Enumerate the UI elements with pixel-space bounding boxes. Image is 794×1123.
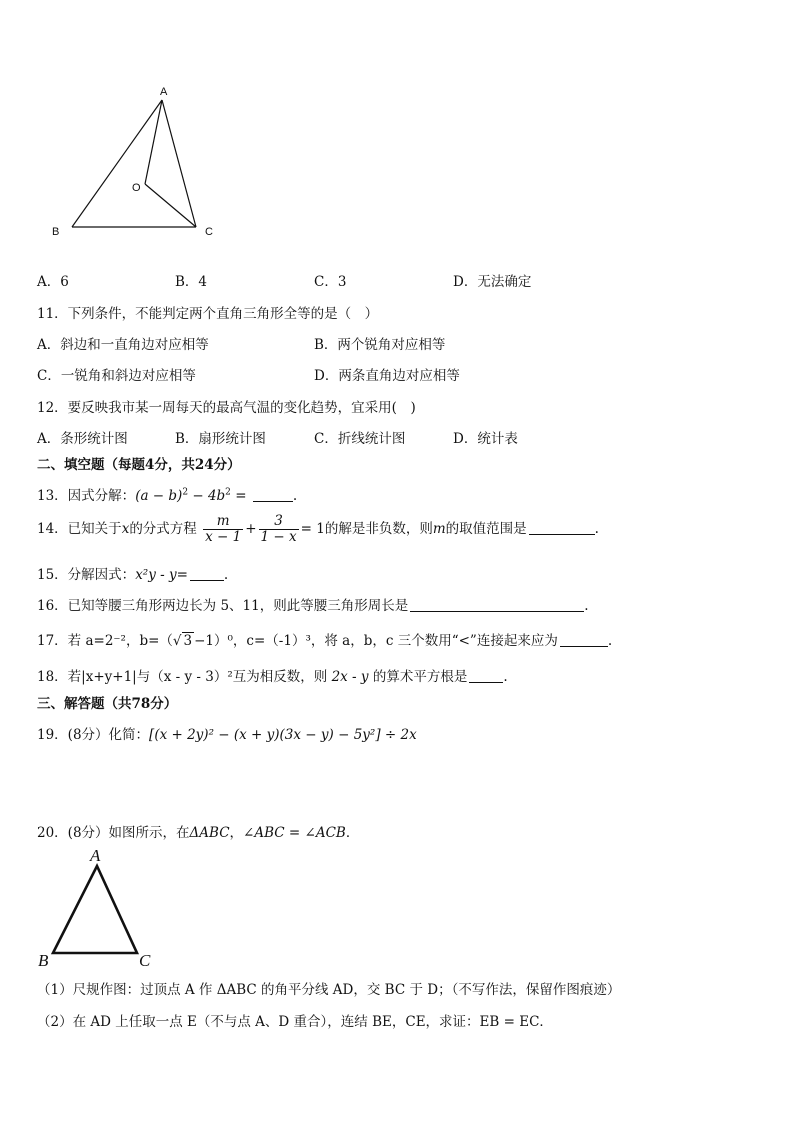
q19-expr: [(x + 2y)² − (x + y)(3x − y) − 5y²] ÷ 2x [149,727,417,743]
q11-stem: 11．下列条件，不能判定两个直角三角形全等的是（ ） [37,306,379,322]
q12-option-d: D．统计表 [453,431,518,447]
q14-suffix: 的解是非负数，则 [324,521,433,537]
q15-prefix: 15．分解因式： [37,567,136,583]
q20-part1: （1）尺规作图：过顶点 A 作 ΔABC 的角平分线 AD，交 BC 于 D；（不写作法，保留作图痕迹） [37,982,621,998]
q10-option-c: C．3 [314,274,347,290]
q18-prefix: 18．若|x+y+1|与（x - y - 3）²互为相反数，则 [37,669,332,685]
q15-expr: x²y - y= [135,567,188,583]
q20-angles: ∠ABC = ∠ACB [243,825,346,841]
q12-stem: 12．要反映我市某一周每天的最高气温的变化趋势，宜采用( ) [37,400,416,416]
q10-option-a: A．6 [37,274,69,290]
q15-end: . [223,567,229,583]
fig2-label-a: A [90,846,101,865]
vertex-label-c: C [205,226,213,238]
q13-expr-c: = [230,488,251,504]
q20-prefix: 20．(8分）如图所示，在 [37,825,190,841]
q14-var-m: m [432,521,446,537]
fig2-label-c: C [139,951,151,970]
q16-end: . [584,598,589,614]
vertex-label-a: A [160,86,168,98]
q13-exp2: 2 [225,487,231,498]
q14-prefix: 14．已知关于 [37,521,122,537]
q20-end: ． [345,825,360,841]
q11-option-b: B．两个锐角对应相等 [314,337,446,353]
q17-radicand: 3 [183,633,193,649]
q12-option-c: C．折线统计图 [314,431,406,447]
q20-part2: （2）在 AD 上任取一点 E（不与点 A、D 重合），连结 BE，CE，求证：EB = EC． [37,1014,553,1030]
q18-suffix: 的算术平方根是 [368,669,468,685]
q17-radical: √ 3 [172,633,193,649]
q16-text: 16．已知等腰三角形两边长为 5、11，则此等腰三角形周长是 [37,598,409,614]
q13-end: . [292,488,298,504]
q13-expr-a: (a − b) [135,488,183,504]
q14-den1: x − 1 [205,529,242,545]
fig2-label-b: B [38,951,49,970]
q12-option-b: B．扇形统计图 [175,431,266,447]
q10-option-b: B．4 [175,274,208,290]
q17-prefix: 17．若 a=2⁻²，b=（ [37,633,173,649]
q20-sep: ， [229,825,244,841]
q14-den2: 1 − x [260,529,297,545]
q11-option-a: A．斜边和一直角边对应相等 [37,337,209,353]
q14-var-x: x [121,521,130,537]
q14-plus: + [245,521,257,537]
section-heading-fill-in: 二、填空题（每题4分，共24分） [37,457,241,473]
q14-num1: m [203,514,243,530]
q11-option-d: D．两条直角边对应相等 [314,368,460,384]
q13-exp: 2 [182,487,189,498]
q11-option-c: C．一锐角和斜边对应相等 [37,368,196,384]
q10-option-d: D．无法确定 [453,274,532,290]
q18-end: . [503,669,508,685]
q14-end: . [594,521,599,537]
q17-mid: −1）⁰，c=（-1）³，将 a，b，c 三个数用“<”连接起来应为 [194,633,558,649]
q20-tri: ΔABC [189,825,230,841]
section-heading-solve: 三、解答题（共78分） [37,696,178,712]
q12-option-a: A．条形统计图 [37,431,128,447]
q13-expr-b: − 4b [188,488,226,504]
q13-prefix: 13．因式分解： [37,488,136,504]
q18-expr: 2x - y [331,669,369,685]
point-label-o: O [132,182,141,194]
q14-num2: 3 [259,514,299,530]
q14-eq: = 1 [300,521,325,537]
q14-suffix2: 的取值范围是 [445,521,527,537]
q17-end: . [607,633,613,649]
vertex-label-b: B [52,226,60,238]
q19-prefix: 19．(8分）化简： [37,727,150,743]
q14-mid: 的分式方程 [129,521,197,537]
